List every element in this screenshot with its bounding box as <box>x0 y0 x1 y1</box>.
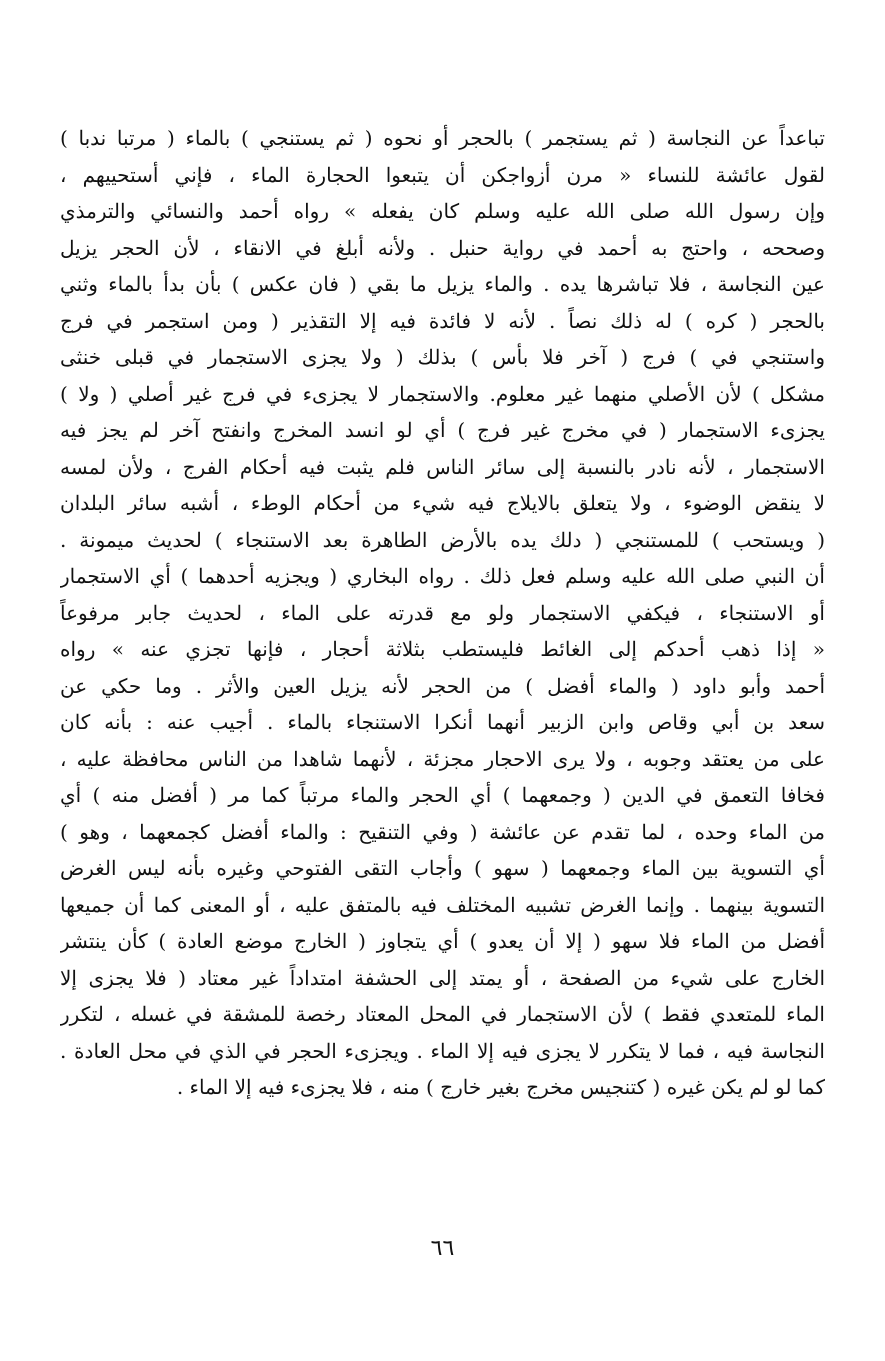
text-line: فخافا التعمق في الدين ( وجمعهما ) أي الحجر والماء مرتباً كما مر ( أفضل منه ) أي <box>60 783 825 807</box>
text-line: واستنجي في ) فرج ( آخر فلا بأس ) بذلك ( ولا يجزى الاستجمار في قبلى خنثى <box>60 345 825 369</box>
text-line: أفضل من الماء فلا سهو ( إلا أن يعدو ) أي يتجاوز ( الخارج موضع العادة ) كأن ينتشر <box>60 929 825 953</box>
text-line: عين النجاسة ، فلا تباشرها يده . والماء يزيل ما بقي ( فان عكس ) بأن بدأ بالماء وثني <box>60 272 825 296</box>
text-line: التسوية بينهما . وإنما الغرض تشبيه المختلف فيه بالمتفق عليه ، أو المعنى كما أن جميعها <box>60 892 825 917</box>
text-line: الاستجمار ، لأنه نادر بالنسبة إلى سائر الناس فلم يثبت فيه أحكام الفرج ، ولأن لمسه <box>60 454 825 479</box>
text-line: لقول عائشة للنساء « مرن أزواجكن أن يتبعوا الحجارة الماء ، فإني أستحييهم ، <box>60 162 825 187</box>
text-line: النجاسة فيه ، فما لا يتكرر لا يجزى فيه إلا الماء . ويجزىء الحجر في الذي في محل العادة . <box>60 1038 825 1063</box>
text-line: وصححه ، واحتج به أحمد في رواية حنبل . ولأنه أبلغ في الانقاء ، لأن الحجر يزيل <box>60 235 825 260</box>
text-line: أو الاستنجاء ، فيكفي الاستجمار ولو مع قدرته على الماء ، لحديث جابر مرفوعاً <box>60 600 825 625</box>
text-line: سعد بن أبي وقاص وابن الزبير أنهما أنكرا الاستنجاء بالماء . أجيب عنه : بأنه كان <box>60 710 825 734</box>
text-line: الخارج على شيء من الصفحة ، أو يمتد إلى الحشفة امتداداً غير معتاد ( فلا يجزى إلا <box>60 965 825 990</box>
text-line: كما لو لم يكن غيره ( كتنجيس مخرج بغير خارج ) منه ، فلا يجزىء فيه إلا الماء . <box>176 1075 825 1099</box>
text-line: ( ويستحب ) للمستنجي ( دلك يده بالأرض الطاهرة بعد الاستنجاء ) لحديث ميمونة . <box>60 527 825 552</box>
text-line: الماء للمتعدي فقط ) لأن الاستجمار في المحل المعتاد رخصة للمشقة في غسله ، لتكرر <box>60 1002 825 1026</box>
text-line: أي التسوية بين الماء وجمعهما ( سهو ) وأجاب التقى الفتوحي وغيره بأنه ليس الغرض <box>60 856 825 880</box>
text-line: أحمد وأبو داود ( والماء أفضل ) من الحجر لأنه يزيل العين والأثر . وما حكي عن <box>60 673 825 698</box>
text-line: مشكل ) لأن الأصلي منهما غير معلوم. والاستجمار لا يجزىء في فرج غير أصلي ( ولا ) <box>60 381 825 406</box>
page-number: ٦٦ <box>430 1236 455 1261</box>
text-line: « إذا ذهب أحدكم إلى الغائط فليستطب بثلاثة أحجار ، فإنها تجزي عنه » رواه <box>60 637 825 661</box>
text-line: تباعداً عن النجاسة ( ثم يستجمر ) بالحجر أو نحوه ( ثم يستنجي ) بالماء ( مرتبا ندبا ) <box>60 126 825 150</box>
text-line: يجزىء الاستجمار ( في مخرج غير فرج ) أي لو انسد المخرج وانفتح آخر لم يجز فيه <box>60 418 825 442</box>
page-text <box>60 120 825 1106</box>
text-line: من الماء وحده ، لما تقدم عن عائشة ( وفي التنقيح : والماء أفضل كجمعهما ، وهو ) <box>60 819 825 844</box>
text-line: وإن رسول الله صلى الله عليه وسلم كان يفعله » رواه أحمد والنسائي والترمذي <box>60 199 825 223</box>
text-line: أن النبي صلى الله عليه وسلم فعل ذلك . رواه البخاري ( ويجزيه أحدهما ) أي الاستجمار <box>60 564 825 588</box>
text-line: على من يعتقد وجوبه ، ولا يرى الاحجار مجزئة ، لأنهما شاهدا من الناس محافظة عليه ، <box>60 746 825 771</box>
text-line: لا ينقض الوضوء ، ولا يتعلق بالايلاج فيه شيء من أحكام الوطء ، أشبه سائر البلدان <box>60 491 825 515</box>
text-line: بالحجر ( كره ) له ذلك نصاً . لأنه لا فائدة فيه إلا التقذير ( ومن استجمر في فرج <box>60 308 825 333</box>
